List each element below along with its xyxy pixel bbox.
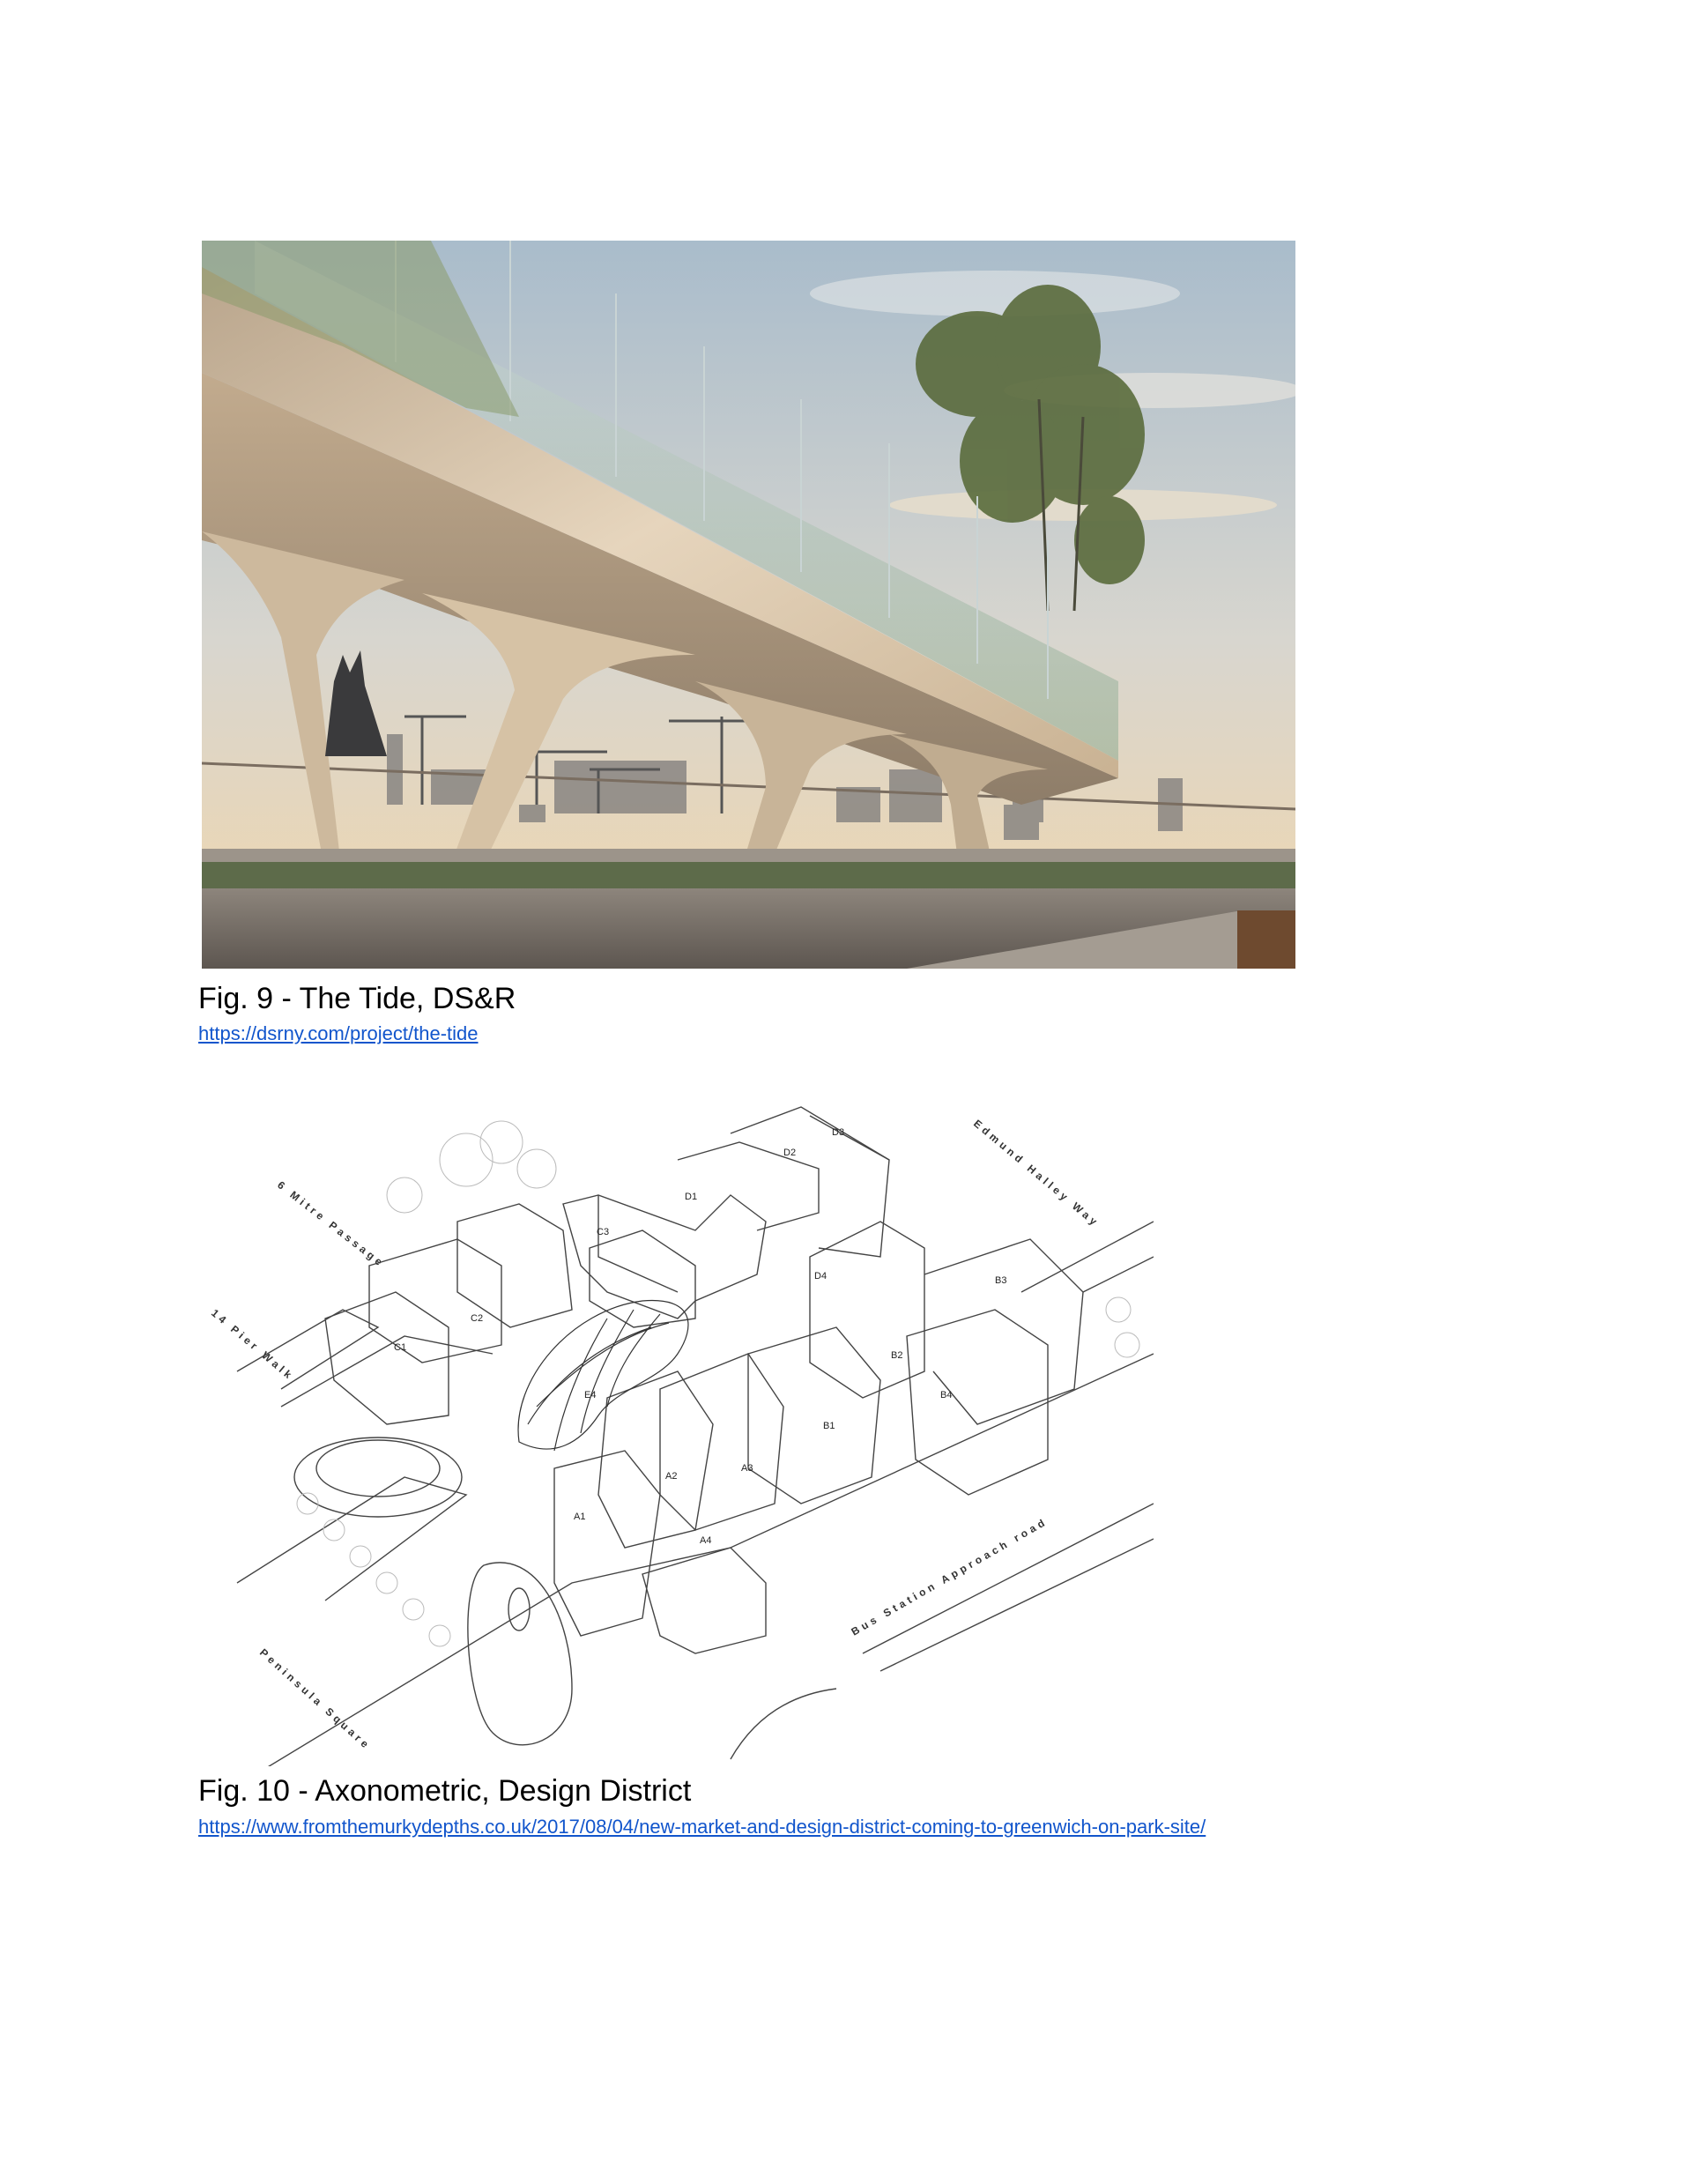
fig9-photo [202, 241, 1295, 969]
building-label-d4: D4 [814, 1271, 827, 1281]
fig10-source-link[interactable]: https://www.fromthemurkydepths.co.uk/2017/08/04/new-market-and-design-district-coming-to-greenwich-on-park-site/ [198, 1816, 1206, 1838]
fig10-axonometric [202, 1089, 1154, 1766]
axonometric-illustration [202, 1089, 1154, 1766]
building-label-c1: C1 [394, 1342, 407, 1353]
building-label-c2: C2 [471, 1313, 484, 1324]
building-label-a4: A4 [700, 1535, 712, 1546]
building-label-d1: D1 [685, 1192, 698, 1202]
building-label-a2: A2 [665, 1471, 678, 1482]
building-label-e4: E4 [584, 1390, 597, 1400]
building-label-b1: B1 [823, 1421, 835, 1431]
building-label-d3: D3 [832, 1127, 845, 1138]
fig9-caption: Fig. 9 - The Tide, DS&R [198, 982, 516, 1015]
street-label-edmund-halley-way: Edmund Halley Way [971, 1117, 1102, 1230]
tide-illustration [202, 241, 1295, 969]
street-label-pier-walk: 14 Pier Walk [209, 1306, 297, 1384]
building-label-a3: A3 [741, 1463, 753, 1474]
building-label-c3: C3 [597, 1227, 610, 1237]
building-label-b3: B3 [995, 1275, 1007, 1286]
street-label-bus-station-approach: Bus Station Approach road [849, 1515, 1050, 1638]
building-label-b2: B2 [891, 1350, 903, 1361]
street-label-peninsula-square: Peninsula Square [256, 1645, 374, 1753]
building-label-b4: B4 [940, 1390, 953, 1400]
fig10-caption: Fig. 10 - Axonometric, Design District [198, 1774, 692, 1808]
building-label-d2: D2 [783, 1148, 797, 1158]
building-label-a1: A1 [574, 1512, 586, 1522]
street-label-mitre-passage: 6 Mitre Passage [275, 1178, 388, 1271]
fig9-source-link[interactable]: https://dsrny.com/project/the-tide [198, 1022, 479, 1044]
